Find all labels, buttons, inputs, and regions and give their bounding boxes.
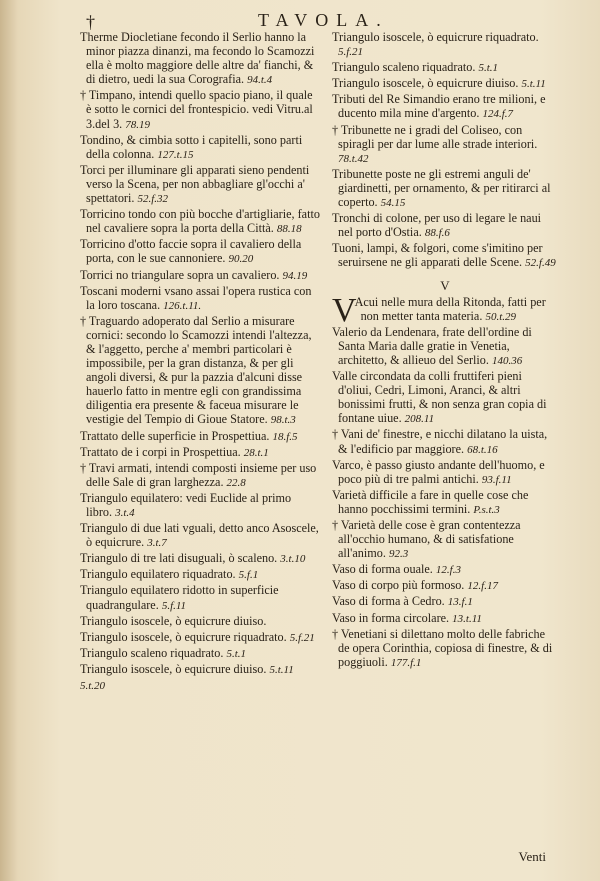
index-entry: Triangulo isoscele, ò equicrure riquadrato. 5.f.21 bbox=[80, 629, 315, 644]
catchword: Venti bbox=[518, 849, 546, 864]
index-entry: Trattato delle superficie in Prospettiua. 18.f.5 bbox=[80, 428, 298, 443]
drop-cap: V bbox=[332, 291, 357, 329]
index-entry: Triangulo scaleno riquadrato. 5.t.1 bbox=[80, 645, 247, 660]
index-entry: Trattato de i corpi in Prospettiua. 28.t.1 bbox=[80, 444, 269, 459]
left-column bbox=[80, 30, 320, 694]
index-entry: † Timpano, intendi quello spacio piano, il quale è sotto le cornici del frontespicio. vedi Vitru.al 3.del 3. 78.19 bbox=[80, 88, 313, 131]
index-entry: Vaso di corpo più formoso. 12.f.17 bbox=[332, 578, 498, 593]
index-entry: † Venetiani si dilettano molto delle fabriche de opera Corinthia, copiosa di finestre, & di poggiuoli. 177.f.1 bbox=[332, 626, 553, 669]
index-entry: Tuoni, lampi, & folgori, come s'imitino per seruirsene ne gli apparati delle Scene. 52.f.49 bbox=[332, 241, 556, 270]
index-entry: Triangulo scaleno riquadrato. 5.t.1 bbox=[332, 60, 499, 75]
index-entry: Tributi del Re Simandio erano tre milioni, e ducento mila mine d'argento. 124.f.7 bbox=[332, 92, 546, 121]
index-entry: Vaso in forma circolare. 13.t.11 bbox=[332, 610, 482, 625]
index-entry: Vaso di forma à Cedro. 13.f.1 bbox=[332, 594, 473, 609]
section-letter: V bbox=[440, 277, 450, 293]
index-entry: Triangulo isoscele, ò equicrure diuiso. bbox=[80, 613, 267, 628]
index-entry: V Acui nelle mura della Ritonda, fatti per non metter tanta materia. 50.t.29 bbox=[332, 291, 546, 329]
index-entry: Torrici no triangulare sopra un cavaliero. 94.19 bbox=[80, 267, 308, 282]
index-entry: Valerio da Lendenara, frate dell'ordine di Santa Maria dalle gratie in Venetia, architetto, & allieuo del Serlio. 140.36 bbox=[332, 324, 532, 367]
index-entry: † Traguardo adoperato dal Serlio a misurare cornici: secondo lo Scamozzi intendi l'altezza, & l'aggetto, perche a' membri particolari è impossibile, per la gran distanza, & per gli angoli diversi, & pur la pazzia d'alcuni disse hauerlo fatto in mentre egli con grandissima diligentia era presente & faceua misurare le vestigie del Tempio di Gioue Statore. 98.t.3 bbox=[80, 313, 312, 427]
index-entry: Triangulo di tre lati disuguali, ò scaleno. 3.t.10 bbox=[80, 551, 306, 566]
index-entry: Triangulo equilatero riquadrato. 5.f.1 bbox=[80, 567, 259, 582]
index-entry: Triangulo isoscele, ò equicrure diuiso. 5.t.11 bbox=[332, 76, 546, 91]
index-entry: Triangulo isoscele, ò equicrure diuiso. 5.t.11 bbox=[80, 661, 294, 676]
index-entry: 5.t.20 bbox=[80, 680, 106, 693]
dagger-mark: † bbox=[86, 12, 95, 32]
index-entry: † Varietà delle cose è gran contentezza all'occhio humano, & di satisfatione all'animo. 92.3 bbox=[332, 518, 521, 561]
index-entry: † Vani de' finestre, e nicchi dilatano la uista, & l'edificio par maggiore. 68.t.16 bbox=[332, 427, 548, 456]
index-entry: Triangulo isoscele, ò equicrure riquadrato. 5.f.21 bbox=[332, 30, 539, 59]
index-entry: Therme Diocletiane fecondo il Serlio hanno la minor piazza dinanzi, ma fecondo lo Scamozzi ella è molto maggiore delle altre da' fianchi, & di dietro, uedi la sua Corografia. 94.t.4 bbox=[80, 30, 315, 87]
index-entry: Triangulo equilatero ridotto in superficie quadrangulare. 5.f.11 bbox=[80, 583, 279, 612]
index-entry: Vaso di forma ouale. 12.f.3 bbox=[332, 562, 461, 577]
index-entry: Triangulo di due lati vguali, detto anco Asoscele, ò equicrure. 3.t.7 bbox=[80, 521, 319, 550]
index-entry: † Travi armati, intendi composti insieme per uso delle Sale di gran larghezza. 22.8 bbox=[80, 460, 317, 489]
index-entry: † Tribunette ne i gradi del Coliseo, con spiragli per dar lume alle strade interiori. 78.t.42 bbox=[332, 122, 538, 165]
right-column bbox=[332, 30, 558, 671]
index-entry: Torricino d'otto faccie sopra il cavaliero della porta, con le sue cannoniere. 90.20 bbox=[80, 237, 302, 266]
index-entry: Tronchi di colone, per uso di legare le naui nel porto d'Ostia. 88.f.6 bbox=[332, 211, 542, 240]
index-entry: Toscani moderni vsano assai l'opera rustica con la loro toscana. 126.t.11. bbox=[80, 283, 312, 312]
index-entry: Varco, è passo giusto andante dell'huomo, e poco più di tre palmi antichi. 93.f.11 bbox=[332, 457, 545, 486]
index-entry: Tondino, & cimbia sotto i capitelli, sono parti della colonna. 127.t.15 bbox=[80, 132, 303, 161]
index-entry: Tribunette poste ne gli estremi anguli de' giardinetti, per ornamento, & per ritirarci al coperto. 54.15 bbox=[332, 166, 551, 210]
index-entry: Varietà difficile a fare in quelle cose che hanno pocchissimi termini. P.s.t.3 bbox=[332, 487, 529, 516]
index-entry: Triangulo equilatero: vedi Euclide al primo libro. 3.t.4 bbox=[80, 490, 292, 519]
page-header: TAVOLA. bbox=[258, 10, 389, 30]
index-entry: Torci per illuminare gli apparati sieno pendenti verso la Scena, per non abbagliare gl'occhi a' spettatori. 52.f.32 bbox=[80, 162, 310, 206]
index-entry: Valle circondata da colli fruttiferi pieni d'oliui, Cedri, Limoni, Aranci, & altri bonissimi frutti, & non senza gran copia di fontane uiue. 208.11 bbox=[332, 369, 547, 426]
index-entry: Torricino tondo con più bocche d'artigliarie, fatto nel cavaliere sopra la porta della Città. 88.18 bbox=[80, 207, 320, 236]
